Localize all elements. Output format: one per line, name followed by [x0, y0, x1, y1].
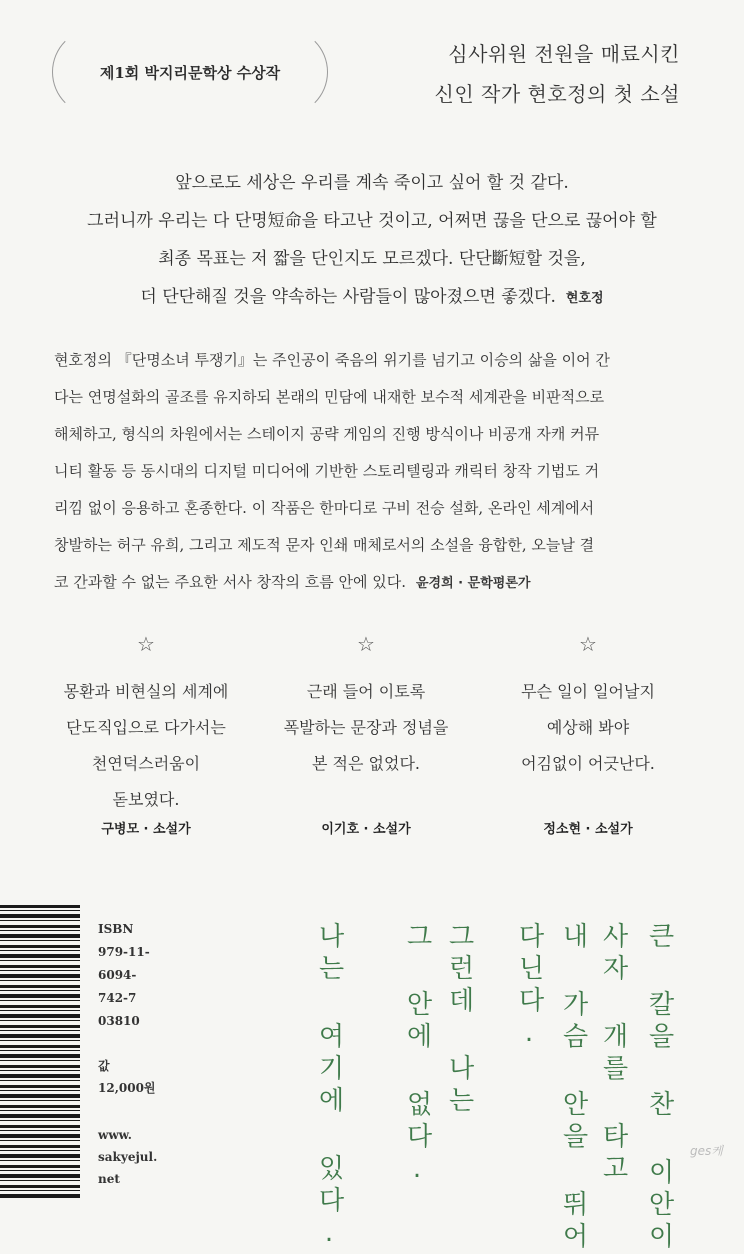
- blurb-line: 무슨 일이 일어날지: [521, 682, 655, 701]
- price-label: 값: [98, 1059, 110, 1073]
- blurb-credit: 구병모 · 소설가: [101, 822, 191, 837]
- star-icon: ☆: [137, 632, 155, 656]
- review-line: 코 간과할 수 없는 주요한 서사 창작의 흐름 안에 있다.: [54, 573, 406, 591]
- blurb-line: 몽환과 비현실의 세계에: [63, 682, 229, 701]
- poem-column: 내 가슴 안을 뛰어: [558, 922, 588, 1254]
- blurb-credit: 이기호 · 소설가: [321, 822, 411, 837]
- blurb-line: 천연덕스러움이: [91, 754, 201, 773]
- quote-line: 앞으로도 세상은 우리를 계속 죽이고 싶어 할 것 같다.: [175, 173, 569, 193]
- isbn-line: ISBN: [98, 922, 134, 936]
- review-line: 창발하는 허구 유희, 그리고 제도적 문자 인쇄 매체로서의 소설을 융합한, 오늘날 결: [54, 536, 595, 554]
- isbn-block: [98, 918, 188, 1033]
- blurb-line: 예상해 봐야: [546, 718, 630, 737]
- website-line: www.: [98, 1128, 132, 1142]
- quote-signature: 현호정: [565, 291, 604, 306]
- isbn-line: 979-11-: [98, 945, 150, 959]
- blurb-1: [36, 674, 256, 818]
- price-block: [98, 1055, 188, 1099]
- isbn-line: 742-7: [98, 991, 137, 1005]
- isbn-line: 6094-: [98, 968, 137, 982]
- barcode: [0, 905, 80, 1200]
- award-badge-text: 제1회 박지리문학상 수상작: [99, 63, 281, 82]
- tagline: [380, 34, 680, 114]
- isbn-line: 03810: [98, 1014, 140, 1028]
- review-line: 해체하고, 형식의 차원에서는 스테이지 공략 게임의 진행 방식이나 비공개 자캐 커뮤: [54, 425, 600, 443]
- star-icon: ☆: [579, 632, 597, 656]
- tagline-line-1: 심사위원 전원을 매료시킨: [448, 42, 680, 66]
- blurb-credit: 정소현 · 소설가: [543, 822, 633, 837]
- blurb-line: 단도직입으로 다가서는: [66, 718, 226, 737]
- website-block: [98, 1124, 188, 1190]
- review-line-last: [54, 564, 694, 602]
- blurb-line: 어김없이 어긋난다.: [521, 754, 655, 773]
- website-line: sakyejul.: [98, 1150, 158, 1164]
- blurb-line: 폭발하는 문장과 정념을: [283, 718, 449, 737]
- award-badge: [52, 28, 328, 116]
- review-line: 현호정의 『단명소녀 투쟁기』는 주인공이 죽음의 위기를 넘기고 이승의 삶을 이어 간: [54, 351, 610, 369]
- poem-column: 그런데 나는: [444, 922, 474, 1118]
- review-line: 니티 활동 등 동시대의 디지털 미디어에 기반한 스토리텔링과 캐릭터 창작 기법도 거: [54, 462, 600, 480]
- review-line: 리낌 없이 응용하고 혼종한다. 이 작품은 한마디로 구비 전승 설화, 온라인 세계에서: [54, 499, 595, 517]
- star-icon: ☆: [357, 632, 375, 656]
- poem-column: 큰 칼을 찬 이안이: [644, 922, 674, 1254]
- blurb-3: [478, 674, 698, 782]
- poem-column: 사자 개를 타고: [598, 922, 628, 1186]
- quote-line: 그러니까 우리는 다 단명短命을 타고난 것이고, 어쩌면 끊을 단으로 끊어야 할: [87, 211, 657, 231]
- poem-column: 나는 여기에 있다.: [314, 922, 344, 1254]
- poem-column: 그 안에 없다.: [402, 922, 432, 1190]
- blurb-line: 돋보였다.: [112, 790, 180, 809]
- website-line: net: [98, 1172, 120, 1186]
- blurb-2: [256, 674, 476, 782]
- watermark: ges케: [690, 1144, 723, 1158]
- price-value: 12,000원: [98, 1081, 156, 1095]
- poem-column: 다닌다.: [514, 922, 544, 1054]
- quote-line: 최종 목표는 저 짧을 단인지도 모르겠다. 단단斷短할 것을,: [158, 249, 586, 269]
- review-signature: 윤경희 · 문학평론가: [415, 576, 531, 591]
- blurb-line: 근래 들어 이토록: [306, 682, 426, 701]
- blurb-line: 본 적은 없었다.: [312, 754, 420, 773]
- quote-line-last: [40, 278, 704, 318]
- tagline-line-2: 신인 작가 현호정의 첫 소설: [434, 82, 680, 106]
- quote-line: 더 단단해질 것을 약속하는 사람들이 많아졌으면 좋겠다.: [140, 287, 556, 307]
- author-quote: [40, 164, 704, 318]
- review-line: 다는 연명설화의 골조를 유지하되 본래의 민담에 내재한 보수적 세계관을 비판적으로: [54, 388, 605, 406]
- critic-review: [54, 342, 694, 602]
